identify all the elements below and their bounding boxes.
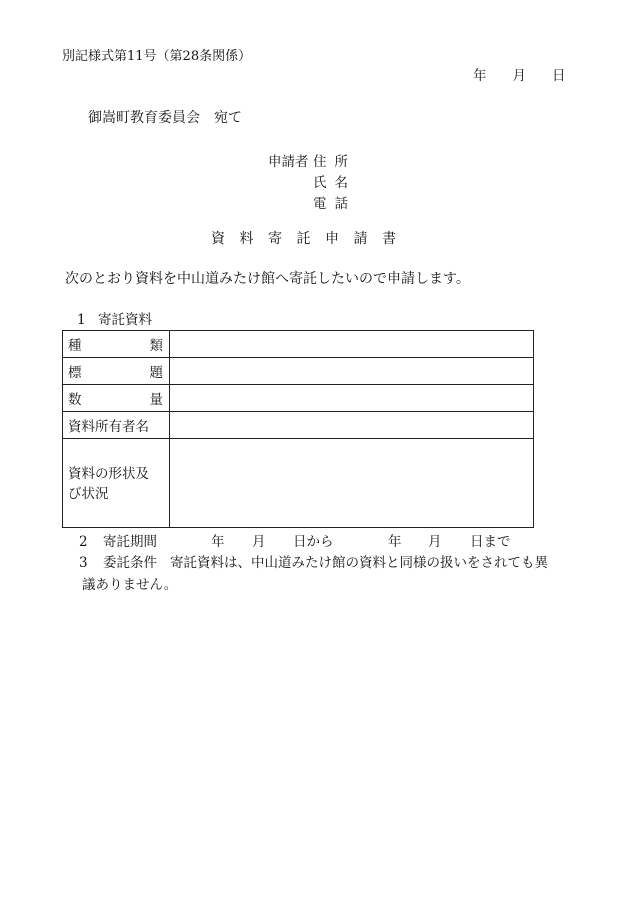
applicant-role: 申請者 [268,153,309,170]
period-start-day: 日から [293,534,334,550]
label-line: び状況 [68,486,109,502]
row-label-owner: 資料所有者名 [63,412,170,439]
applicant-name-row [268,173,356,194]
quantity-field[interactable] [170,385,534,412]
section2-line [79,536,511,550]
period-end-month: 月 [428,534,442,550]
materials-table [62,330,534,528]
applicant-address-row [268,152,356,173]
applicant-phone-label: 電話 [313,195,356,212]
table-row [63,412,534,439]
addressee: 御嵩町教育委員会 宛て [88,110,242,126]
title-field[interactable] [170,358,534,385]
section3-title: 委託条件 [103,555,157,571]
table-row [63,439,534,528]
condition-field[interactable] [170,439,534,528]
date-year: 年 [473,68,487,84]
applicant-block [268,152,356,215]
owner-field[interactable] [170,412,534,439]
date-day: 日 [552,68,566,84]
form-number: 別記様式第11号（第28条関係） [62,49,252,64]
label-part: 数 [68,392,82,408]
label-part: 題 [149,365,163,381]
label-part: 種 [68,338,82,354]
section3-number: 3 [79,555,88,571]
label-line: 資料の形状及 [68,466,149,482]
applicant-name-label: 氏名 [313,174,356,191]
row-label-condition [63,439,170,528]
section1-number: 1 [77,312,86,328]
applicant-phone-row [268,194,356,215]
table-row [63,385,534,412]
document-title: 資料寄託申請書 [211,231,411,247]
section3-text: 寄託資料は、中山道みたけ館の資料と同様の扱いをされても異 [170,555,548,571]
table-row [63,331,534,358]
label-part: 類 [149,338,163,354]
period-end-year: 年 [388,534,402,550]
intro-text: 次のとおり資料を中山道みたけ館へ寄託したいので申請します。 [65,271,470,287]
period-start-year: 年 [211,534,225,550]
kind-field[interactable] [170,331,534,358]
period-end-day: 日まで [470,534,511,550]
date-month: 月 [512,68,526,84]
row-label-title [63,358,170,385]
section1-heading [77,314,152,328]
date-line [473,70,566,84]
table-row [63,358,534,385]
section1-title: 寄託資料 [98,312,152,328]
applicant-address-label: 住所 [313,153,356,170]
label-part: 標 [68,365,82,381]
row-label-kind [63,331,170,358]
period-start-month: 月 [252,534,266,550]
row-label-quantity [63,385,170,412]
label-part: 量 [149,392,163,408]
section3-text-continued: 議ありません。 [82,577,178,593]
section2-number: 2 [79,534,88,550]
section3-line [79,557,548,571]
section2-title: 寄託期間 [103,534,157,550]
